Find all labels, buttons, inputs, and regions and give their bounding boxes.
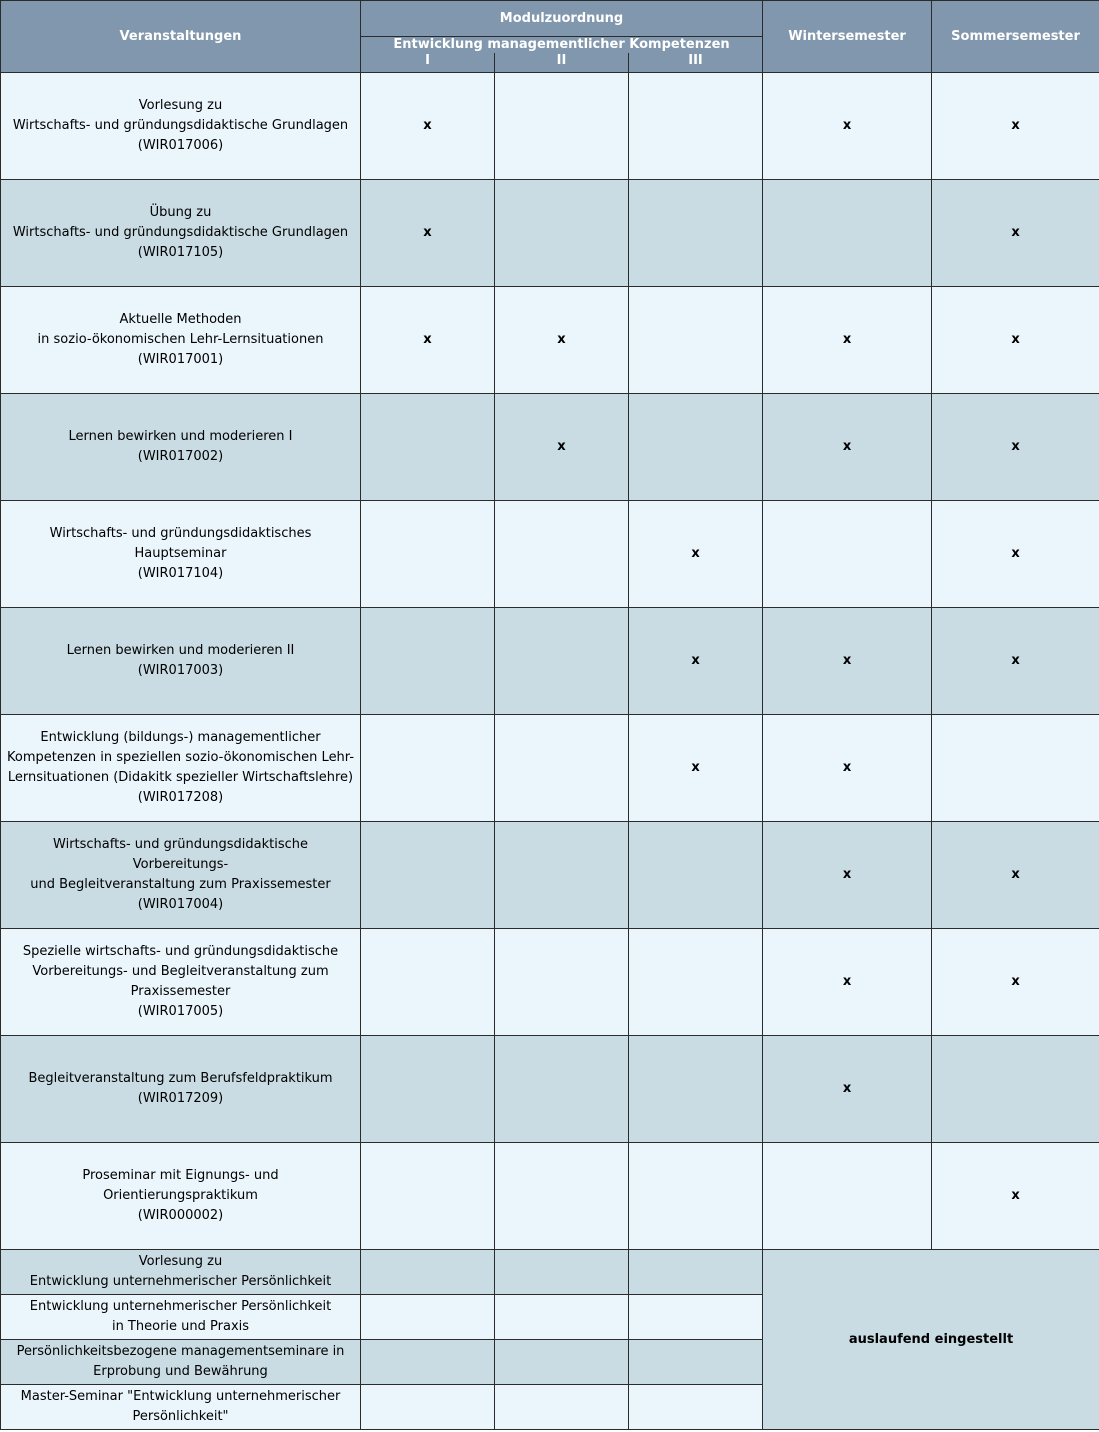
mark-iii	[629, 73, 763, 180]
course-title: Vorlesung zu Wirtschafts- und gründungsdidaktische Grundlagen (WIR017006)	[1, 73, 361, 180]
mark-iii	[629, 1143, 763, 1250]
mark-iii	[629, 394, 763, 501]
mark-iii: x	[629, 715, 763, 822]
mark-sommersemester: x	[932, 501, 1099, 608]
table-row	[1, 1143, 1099, 1250]
mark-i	[361, 608, 495, 715]
header-wintersemester: Wintersemester	[763, 1, 932, 73]
mark-ii	[495, 1385, 629, 1430]
mark-ii	[495, 1295, 629, 1340]
mark-sommersemester: x	[932, 180, 1099, 287]
mark-ii	[495, 1250, 629, 1295]
course-title: Lernen bewirken und moderieren II (WIR017003)	[1, 608, 361, 715]
mark-sommersemester	[932, 1036, 1099, 1143]
mark-sommersemester: x	[932, 287, 1099, 394]
table-row	[1, 608, 1099, 715]
mark-ii	[495, 1143, 629, 1250]
mark-wintersemester: x	[763, 822, 932, 929]
status-note: auslaufend eingestellt	[763, 1250, 1099, 1430]
course-title: Lernen bewirken und moderieren I (WIR017002)	[1, 394, 361, 501]
mark-sommersemester: x	[932, 1143, 1099, 1250]
mark-wintersemester: x	[763, 394, 932, 501]
course-title: Wirtschafts- und gründungsdidaktisches Hauptseminar (WIR017104)	[1, 501, 361, 608]
table-row	[1, 1250, 1099, 1295]
table-header	[1, 1, 1099, 73]
mark-wintersemester: x	[763, 73, 932, 180]
mark-i	[361, 1295, 495, 1340]
mark-sommersemester: x	[932, 822, 1099, 929]
mark-wintersemester	[763, 501, 932, 608]
mark-iii	[629, 1340, 763, 1385]
mark-wintersemester: x	[763, 715, 932, 822]
table-row	[1, 501, 1099, 608]
header-sommersemester: Sommersemester	[932, 1, 1099, 73]
table-row	[1, 822, 1099, 929]
course-title: Wirtschafts- und gründungsdidaktische Vorbereitungs- und Begleitveranstaltung zum Praxissemester (WIR017004)	[1, 822, 361, 929]
mark-i: x	[361, 180, 495, 287]
table-row	[1, 715, 1099, 822]
course-title: Proseminar mit Eignungs- und Orientierungspraktikum (WIR000002)	[1, 1143, 361, 1250]
mark-iii	[629, 180, 763, 287]
mark-i	[361, 1250, 495, 1295]
mark-wintersemester	[763, 1143, 932, 1250]
header-modulzuordnung: Modulzuordnung	[361, 1, 763, 37]
course-title: Begleitveranstaltung zum Berufsfeldpraktikum (WIR017209)	[1, 1036, 361, 1143]
mark-iii	[629, 822, 763, 929]
table-row	[1, 929, 1099, 1036]
course-title: Entwicklung (bildungs-) managementlicher Kompetenzen in speziellen sozio-ökonomischen Lehr- Lernsituationen (Didakitk spezieller Wirtschaftslehre) (WIR017208)	[1, 715, 361, 822]
mark-i: x	[361, 73, 495, 180]
mark-ii	[495, 1340, 629, 1385]
mark-i	[361, 715, 495, 822]
course-title: Master-Seminar "Entwicklung unternehmerischer Persönlichkeit"	[1, 1385, 361, 1430]
header-entwicklung: Entwicklung managementlicher Kompetenzen	[361, 37, 763, 54]
course-title: Spezielle wirtschafts- und gründungsdidaktische Vorbereitungs- und Begleitveranstaltung zum Praxissemester (WIR017005)	[1, 929, 361, 1036]
mark-i: x	[361, 287, 495, 394]
table-row	[1, 1036, 1099, 1143]
table-body	[1, 73, 1099, 1430]
mark-wintersemester	[763, 180, 932, 287]
mark-ii	[495, 715, 629, 822]
course-title: Entwicklung unternehmerischer Persönlichkeit in Theorie und Praxis	[1, 1295, 361, 1340]
mark-sommersemester: x	[932, 394, 1099, 501]
course-title: Übung zu Wirtschafts- und gründungsdidaktische Grundlagen (WIR017105)	[1, 180, 361, 287]
mark-sommersemester: x	[932, 73, 1099, 180]
table-row	[1, 394, 1099, 501]
mark-wintersemester: x	[763, 929, 932, 1036]
mark-i	[361, 1340, 495, 1385]
header-col-iii: III	[629, 53, 763, 73]
table-row	[1, 287, 1099, 394]
mark-ii	[495, 180, 629, 287]
mark-iii	[629, 287, 763, 394]
mark-iii	[629, 1250, 763, 1295]
mark-ii	[495, 608, 629, 715]
mark-ii	[495, 501, 629, 608]
table-row	[1, 73, 1099, 180]
course-title: Persönlichkeitsbezogene managementseminare in Erprobung und Bewährung	[1, 1340, 361, 1385]
mark-ii	[495, 822, 629, 929]
mark-iii	[629, 1036, 763, 1143]
course-title: Vorlesung zu Entwicklung unternehmerischer Persönlichkeit	[1, 1250, 361, 1295]
mark-sommersemester	[932, 715, 1099, 822]
header-col-ii: II	[495, 53, 629, 73]
mark-i	[361, 822, 495, 929]
mark-ii: x	[495, 287, 629, 394]
mark-iii: x	[629, 608, 763, 715]
mark-wintersemester: x	[763, 1036, 932, 1143]
table-row	[1, 180, 1099, 287]
mark-i	[361, 1143, 495, 1250]
mark-i	[361, 394, 495, 501]
header-col-i: I	[361, 53, 495, 73]
mark-wintersemester: x	[763, 287, 932, 394]
mark-iii: x	[629, 501, 763, 608]
mark-wintersemester: x	[763, 608, 932, 715]
mark-ii	[495, 1036, 629, 1143]
course-title: Aktuelle Methoden in sozio-ökonomischen Lehr-Lernsituationen (WIR017001)	[1, 287, 361, 394]
mark-i	[361, 1036, 495, 1143]
mark-ii: x	[495, 394, 629, 501]
mark-sommersemester: x	[932, 929, 1099, 1036]
mark-i	[361, 929, 495, 1036]
mark-i	[361, 1385, 495, 1430]
header-veranstaltungen: Veranstaltungen	[1, 1, 361, 73]
mark-i	[361, 501, 495, 608]
mark-iii	[629, 1385, 763, 1430]
mark-iii	[629, 929, 763, 1036]
mark-sommersemester: x	[932, 608, 1099, 715]
mark-ii	[495, 73, 629, 180]
mark-iii	[629, 1295, 763, 1340]
mark-ii	[495, 929, 629, 1036]
